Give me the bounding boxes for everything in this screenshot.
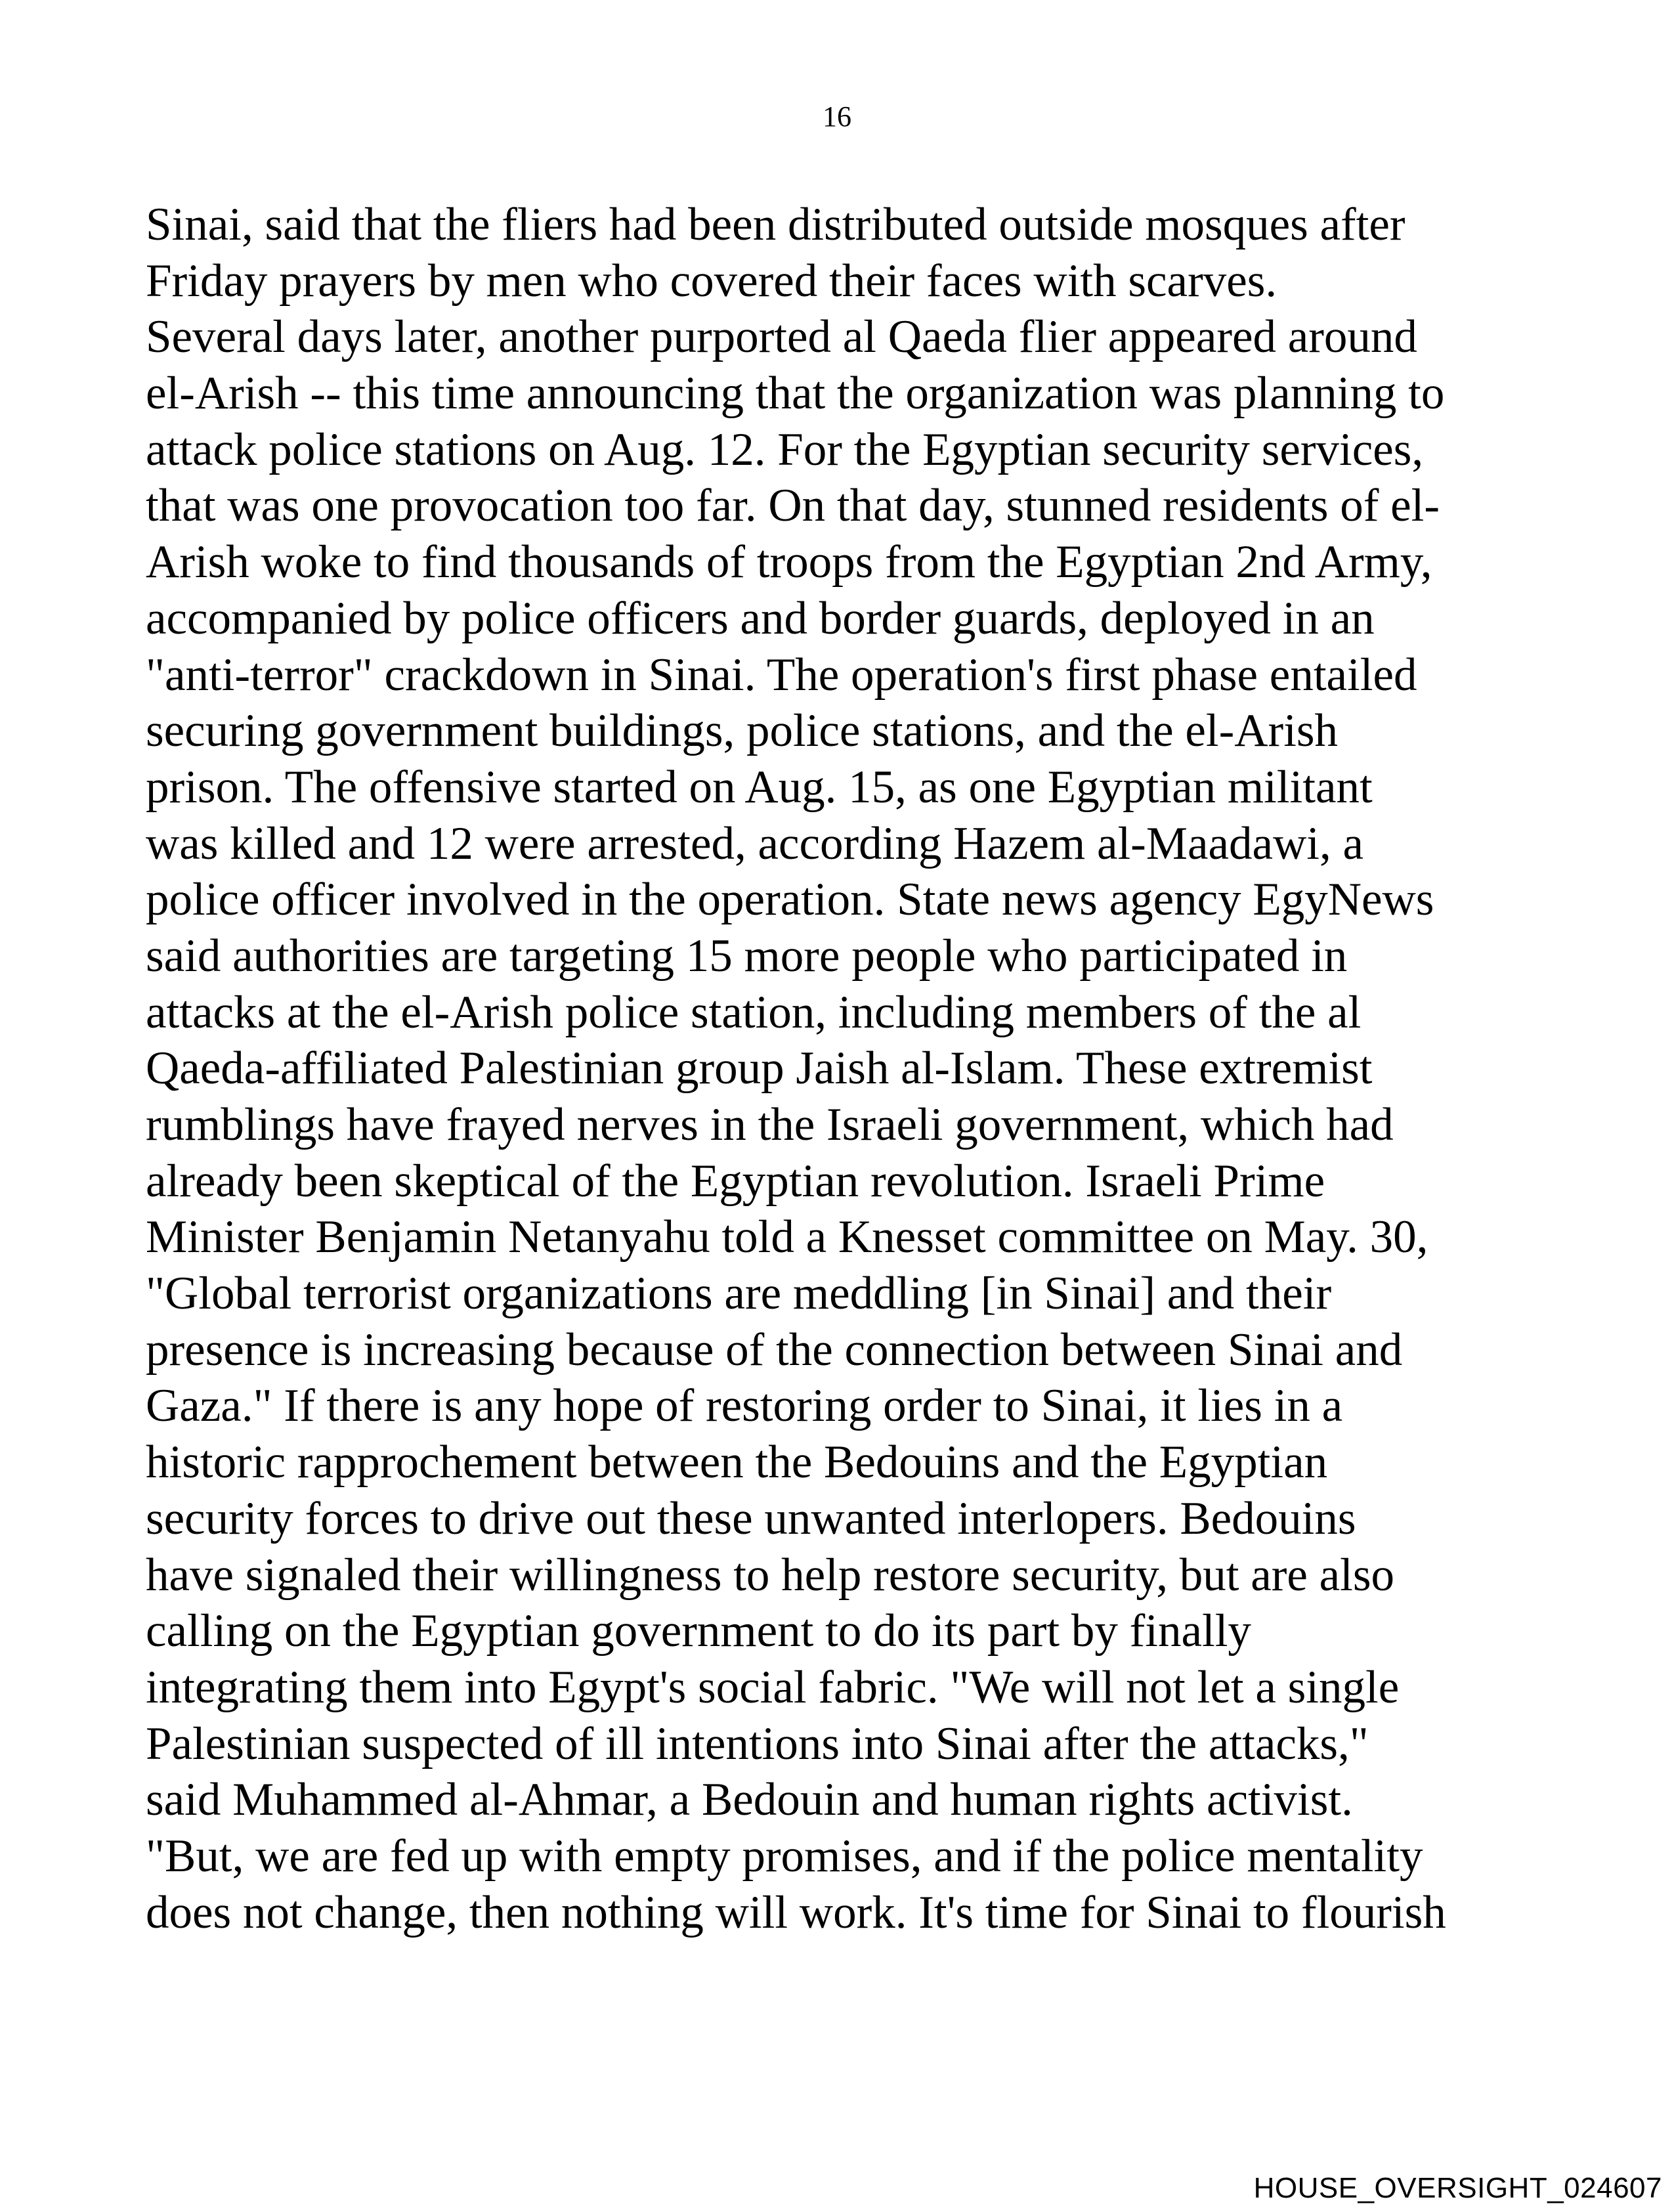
text-line: Minister Benjamin Netanyahu told a Knesset committee on May. 30, (146, 1211, 1428, 1263)
text-line: attacks at the el-Arish police station, including members of the al (146, 986, 1362, 1038)
text-line: Palestinian suspected of ill intentions into Sinai after the attacks," (146, 1718, 1369, 1769)
text-line: "But, we are fed up with empty promises, and if the police mentality (146, 1830, 1423, 1882)
text-line: Qaeda-affiliated Palestinian group Jaish al-Islam. These extremist (146, 1043, 1373, 1095)
text-line: Arish woke to find thousands of troops from the Egyptian 2nd Army, (146, 536, 1432, 588)
text-line: said Muhammed al-Ahmar, a Bedouin and human rights activist. (146, 1774, 1353, 1826)
body-text (146, 197, 1590, 1941)
text-line: attack police stations on Aug. 12. For the Egyptian security services, (146, 423, 1424, 475)
text-line: Several days later, another purported al Qaeda flier appeared around (146, 311, 1417, 363)
text-line: does not change, then nothing will work. It's time for Sinai to flourish (146, 1886, 1446, 1938)
page-number: 16 (823, 100, 851, 133)
text-line: have signaled their willingness to help restore security, but are also (146, 1549, 1394, 1601)
text-line: Friday prayers by men who covered their faces with scarves. (146, 255, 1277, 307)
text-line: securing government buildings, police stations, and the el-Arish (146, 705, 1339, 757)
text-line: rumblings have frayed nerves in the Israeli government, which had (146, 1099, 1394, 1150)
text-line: already been skeptical of the Egyptian revolution. Israeli Prime (146, 1155, 1325, 1207)
text-line: police officer involved in the operation. State news agency EgyNews (146, 874, 1434, 926)
text-line: said authorities are targeting 15 more people who participated in (146, 930, 1348, 982)
text-line: was killed and 12 were arrested, according Hazem al-Maadawi, a (146, 817, 1364, 869)
text-line: el-Arish -- this time announcing that the organization was planning to (146, 368, 1445, 420)
text-line: accompanied by police officers and border guards, deployed in an (146, 592, 1375, 644)
text-line: Gaza." If there is any hope of restoring order to Sinai, it lies in a (146, 1380, 1343, 1432)
text-line: prison. The offensive started on Aug. 15, as one Egyptian militant (146, 761, 1373, 813)
text-line: "anti-terror" crackdown in Sinai. The operation's first phase entailed (146, 649, 1417, 701)
text-line: "Global terrorist organizations are meddling [in Sinai] and their (146, 1268, 1332, 1320)
text-line: presence is increasing because of the connection between Sinai and (146, 1324, 1403, 1376)
text-line: Sinai, said that the fliers had been distributed outside mosques after (146, 199, 1406, 250)
text-line: that was one provocation too far. On that day, stunned residents of el- (146, 480, 1440, 532)
text-line: integrating them into Egypt's social fabric. "We will not let a single (146, 1661, 1400, 1713)
text-line: calling on the Egyptian government to do its part by finally (146, 1605, 1251, 1657)
text-line: historic rapprochement between the Bedouins and the Egyptian (146, 1437, 1328, 1488)
document-id-footer: HOUSE_OVERSIGHT_024607 (1253, 2172, 1662, 2204)
text-line: security forces to drive out these unwanted interlopers. Bedouins (146, 1492, 1356, 1544)
